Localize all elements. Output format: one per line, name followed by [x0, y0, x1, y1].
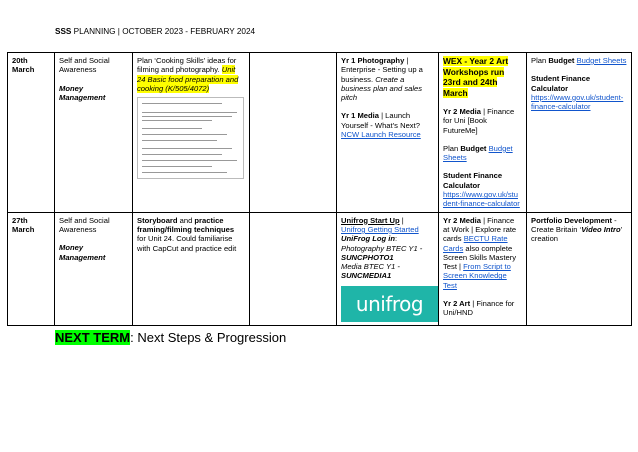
date-cell: 27th March: [8, 212, 55, 325]
empty-cell: [250, 53, 337, 213]
topic-cell: Self and Social Awareness Money Management: [55, 212, 133, 325]
planning-table: [7, 52, 632, 326]
table-row: [8, 212, 632, 325]
year2-cell: Yr 2 Media | Finance at Work | Explore rate cards BECTU Rate Cards also complete Screen Skills Mastery Test | From Script to Screen Knowledge Test Yr 2 Art | Finance for Uni/HND: [439, 212, 527, 325]
portfolio-cell: Portfolio Development - Create Britain ‘Video Intro’ creation: [527, 212, 632, 325]
document-thumbnail: [137, 97, 244, 179]
table-row: [8, 53, 632, 213]
budget-sheets-link[interactable]: Budget Sheets: [576, 56, 627, 65]
ncw-launch-link[interactable]: NCW Launch Resource: [341, 130, 421, 140]
budget-sheets-link[interactable]: Budget Sheets: [443, 143, 513, 163]
topic-cell: Self and Social Awareness Money Management: [55, 53, 133, 213]
activity-cell: Storyboard and practice framing/filming techniques for Unit 24. Could familiarise with CapCut and practice edit: [133, 212, 250, 325]
portfolio-cell: Plan Budget Budget Sheets Student Finance Calculator https://www.gov.uk/student-finance-calculator: [527, 53, 632, 213]
bectu-rate-cards-link[interactable]: BECTU Rate Cards: [443, 234, 508, 253]
unifrog-logo: unifrog: [341, 286, 438, 322]
next-term-heading: NEXT TERM: Next Steps & Progression: [55, 330, 287, 345]
year2-cell: WEX - Year 2 Art Workshops run 23rd and 24th March Yr 2 Media | Finance for Uni [Book FutureMe] Plan Budget Budget Sheets Student Finance Calculator https://www.gov.uk/student-finance-calculator: [439, 53, 527, 213]
year1-cell: Unifrog Start Up | Unifrog Getting Started UniFrog Log in: Photography BTEC Y1 - SUNCPHOTO1 Media BTEC Y1 - SUNCMEDIA1 unifrog: [337, 212, 439, 325]
knowledge-test-link[interactable]: From Script to Screen Knowledge Test: [443, 262, 511, 290]
page-header: SSS PLANNING | OCTOBER 2023 - FEBRUARY 2024: [55, 27, 256, 36]
student-finance-link[interactable]: https://www.gov.uk/student-finance-calculator: [531, 92, 624, 112]
year1-cell: Yr 1 Photography | Enterprise - Setting up a business. Create a business plan and sales pitch Yr 1 Media | Launch Yourself - What’s Next? NCW Launch Resource: [337, 53, 439, 213]
empty-cell: [250, 212, 337, 325]
student-finance-link[interactable]: https://www.gov.uk/student-finance-calculator: [443, 190, 520, 209]
date-cell: 20th March: [8, 53, 55, 213]
activity-cell: Plan ‘Cooking Skills’ ideas for filming and photography. Unit 24 Basic food preparation and cooking (K/505/4072): [133, 53, 250, 213]
unifrog-getting-started-link[interactable]: Unifrog Getting Started: [341, 224, 419, 234]
